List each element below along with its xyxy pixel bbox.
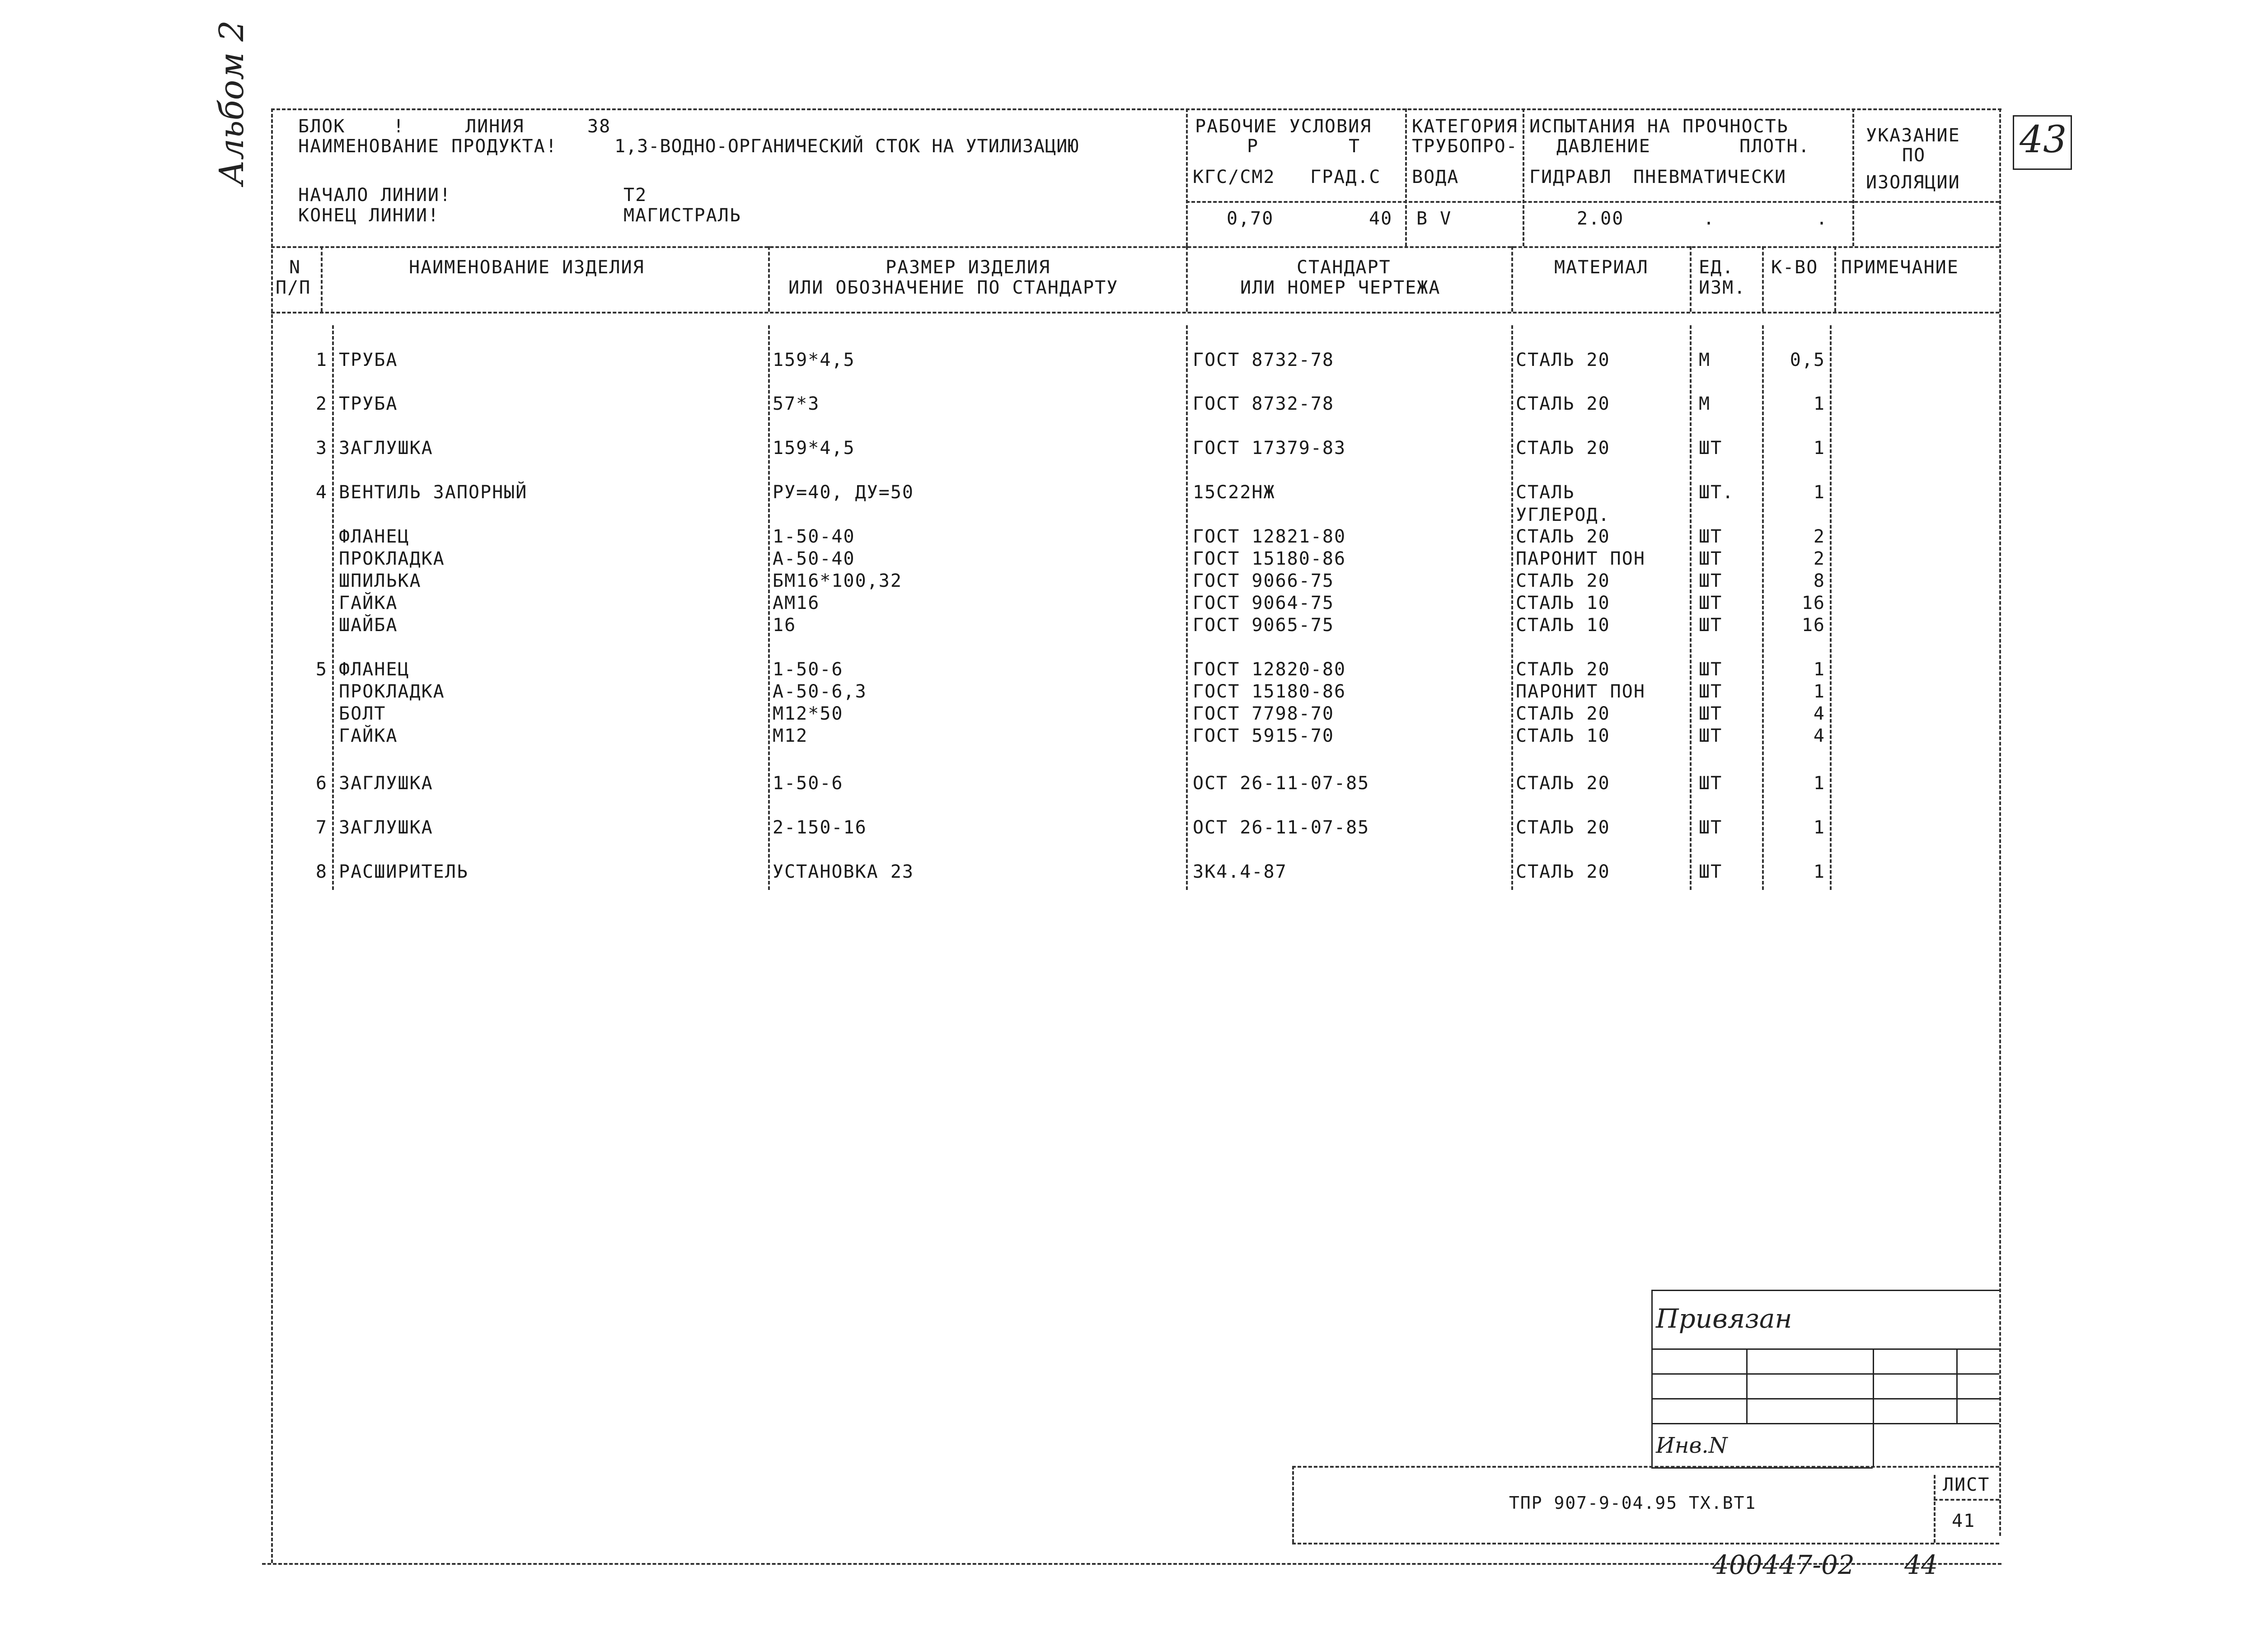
inventory-label: Инв.N [1656, 1433, 1728, 1458]
row-name: ПРОКЛАДКА [339, 681, 445, 702]
row-size: М12 [773, 725, 808, 746]
col-name-header: НАИМЕНОВАНИЕ ИЗДЕЛИЯ [409, 257, 645, 278]
insulation-title-2: ПО [1902, 145, 1926, 166]
pressure-unit: КГС/СМ2 [1193, 167, 1275, 187]
row-standard: ГОСТ 12821-80 [1193, 526, 1346, 547]
archive-number: 400447-02 [1712, 1549, 1855, 1580]
row-standard: ГОСТ 9065-75 [1193, 615, 1334, 636]
line-label: ЛИНИЯ [465, 116, 525, 137]
row-unit: ШТ [1699, 659, 1723, 680]
attached-row-line [1651, 1423, 1999, 1424]
row-standard: ГОСТ 8732-78 [1193, 393, 1334, 414]
body-divider-name [768, 325, 770, 890]
row-standard: ГОСТ 12820-80 [1193, 659, 1346, 680]
temperature-label: Т [1349, 136, 1361, 157]
row-material: СТАЛЬ 20 [1516, 526, 1610, 547]
row-material: СТАЛЬ [1516, 482, 1575, 503]
row-quantity: 1 [1813, 393, 1825, 414]
colhead-separator [271, 312, 1999, 314]
attached-top-line [1651, 1290, 1999, 1291]
row-size: А-50-40 [773, 548, 855, 569]
col-material-header: МАТЕРИАЛ [1554, 257, 1649, 278]
row-name: ГАЙКА [339, 593, 398, 613]
row-quantity: 4 [1813, 703, 1825, 724]
row-size: 1-50-40 [773, 526, 855, 547]
row-name: РАСШИРИТЕЛЬ [339, 861, 469, 882]
document-code: ТПР 907-9-04.95 ТХ.ВТ1 [1509, 1493, 1757, 1513]
line-end-value: МАГИСТРАЛЬ [623, 205, 741, 226]
pneumatic-value: . [1703, 208, 1715, 229]
body-divider-qty [1830, 325, 1832, 890]
line-end-label: КОНЕЦ ЛИНИИ! [298, 205, 440, 226]
row-size: А-50-6,3 [773, 681, 867, 702]
row-material: СТАЛЬ 20 [1516, 350, 1610, 370]
row-unit: ШТ [1699, 571, 1723, 591]
col-divider-mat [1690, 246, 1692, 312]
row-unit: М [1699, 393, 1711, 414]
attached-col-line [1956, 1348, 1958, 1423]
row-unit: ШТ [1699, 593, 1723, 613]
row-size: РУ=40, ДУ=50 [773, 482, 914, 503]
attached-left-line [1651, 1290, 1653, 1468]
row-unit: М [1699, 350, 1711, 370]
row-size: АМ16 [773, 593, 820, 613]
row-quantity: 1 [1813, 659, 1825, 680]
row-name: ТРУБА [339, 393, 398, 414]
row-size: 2-150-16 [773, 817, 867, 838]
row-size: УСТАНОВКА 23 [773, 861, 914, 882]
header-divider-cat [1405, 108, 1407, 246]
col-divider-num [321, 246, 323, 312]
row-name: ШПИЛЬКА [339, 571, 422, 591]
test-pressure-label: ДАВЛЕНИЕ [1556, 136, 1651, 157]
row-material: СТАЛЬ 20 [1516, 659, 1610, 680]
row-name: ЗАГЛУШКА [339, 438, 433, 459]
category-title: КАТЕГОРИЯ [1412, 116, 1518, 137]
row-name: ТРУБА [339, 350, 398, 370]
frame-top [271, 108, 2001, 110]
category-title-3: ВОДА [1412, 167, 1459, 187]
product-value: 1,3-ВОДНО-ОРГАНИЧЕСКИЙ СТОК НА УТИЛИЗАЦИЮ [614, 136, 1079, 157]
line-start-value: Т2 [623, 185, 647, 206]
sheet-label: ЛИСТ [1943, 1474, 1990, 1495]
row-name: ЗАГЛУШКА [339, 773, 433, 794]
row-standard: ГОСТ 9064-75 [1193, 593, 1334, 613]
col-divider-qty [1834, 246, 1836, 312]
body-divider-mat [1690, 325, 1692, 890]
col-note-header: ПРИМЕЧАНИЕ [1841, 257, 1959, 278]
row-name: БОЛТ [339, 703, 386, 724]
col-divider-unit [1762, 246, 1764, 312]
col-divider-name [768, 246, 770, 312]
col-divider-size [1186, 246, 1188, 312]
block-separator: ! [393, 116, 405, 137]
row-standard: 3К4.4-87 [1193, 861, 1287, 882]
pneumatic-label: ПНЕВМАТИЧЕСКИ [1633, 167, 1787, 187]
category-title-2: ТРУБОПРО- [1412, 136, 1518, 157]
col-num-header: N [289, 257, 301, 278]
row-name: ПРОКЛАДКА [339, 548, 445, 569]
row-name: ЗАГЛУШКА [339, 817, 433, 838]
row-material: ПАРОНИТ ПОН [1516, 681, 1645, 702]
row-quantity: 1 [1813, 861, 1825, 882]
row-name: ФЛАНЕЦ [339, 659, 410, 680]
row-unit: ШТ [1699, 703, 1723, 724]
hydraulic-value: 2.00 [1577, 208, 1624, 229]
row-quantity: 16 [1801, 593, 1825, 613]
col-unit-header: ЕД. [1699, 257, 1734, 278]
body-divider-unit [1762, 325, 1764, 890]
row-unit: ШТ [1699, 681, 1723, 702]
row-material: ПАРОНИТ ПОН [1516, 548, 1645, 569]
row-quantity: 1 [1813, 817, 1825, 838]
header-divider-work [1186, 108, 1188, 246]
insulation-title-3: ИЗОЛЯЦИИ [1866, 172, 1960, 193]
row-number: 6 [315, 773, 328, 794]
row-standard: ГОСТ 15180-86 [1193, 548, 1346, 569]
row-standard: ГОСТ 15180-86 [1193, 681, 1346, 702]
strength-test-title: ИСПЫТАНИЯ НА ПРОЧНОСТЬ [1529, 116, 1789, 137]
col-std-header-2: ИЛИ НОМЕР ЧЕРТЕЖА [1240, 277, 1441, 298]
page-number: 44 [1904, 1549, 1938, 1580]
row-name: ВЕНТИЛЬ ЗАПОРНЫЙ [339, 482, 528, 503]
block-label: БЛОК [298, 116, 346, 137]
row-standard: ГОСТ 17379-83 [1193, 438, 1346, 459]
col-qty-header: К-ВО [1771, 257, 1818, 278]
row-material: СТАЛЬ 20 [1516, 817, 1610, 838]
col-size-header: РАЗМЕР ИЗДЕЛИЯ [886, 257, 1051, 278]
row-size: 159*4,5 [773, 350, 855, 370]
row-quantity: 8 [1813, 571, 1825, 591]
row-unit: ШТ [1699, 725, 1723, 746]
header-divider-insul [1852, 108, 1854, 246]
row-name: ШАЙБА [339, 615, 398, 636]
attached-row-line [1651, 1348, 1999, 1350]
row-material: СТАЛЬ 20 [1516, 571, 1610, 591]
row-quantity: 4 [1813, 725, 1825, 746]
row-name: ФЛАНЕЦ [339, 526, 410, 547]
col-num-header-2: П/П [276, 277, 311, 298]
col-unit-header-2: ИЗМ. [1699, 277, 1746, 298]
body-divider-num [332, 325, 334, 890]
attached-col-line [1873, 1348, 1874, 1467]
header-separator [271, 246, 1999, 248]
product-label: НАИМЕНОВАНИЕ ПРОДУКТА! [298, 136, 558, 157]
row-size: М12*50 [773, 703, 844, 724]
row-size: 1-50-6 [773, 659, 844, 680]
attached-label: Привязан [1656, 1303, 1792, 1334]
row-unit: ШТ. [1699, 482, 1734, 503]
row-material: СТАЛЬ 10 [1516, 593, 1610, 613]
row-unit: ШТ [1699, 438, 1723, 459]
row-material: СТАЛЬ 10 [1516, 725, 1610, 746]
row-unit: ШТ [1699, 548, 1723, 569]
row-material: СТАЛЬ 10 [1516, 615, 1610, 636]
row-quantity: 1 [1813, 438, 1825, 459]
body-divider-size [1186, 325, 1188, 890]
row-material: СТАЛЬ 20 [1516, 393, 1610, 414]
row-quantity: 0,5 [1790, 350, 1825, 370]
row-standard: ГОСТ 7798-70 [1193, 703, 1334, 724]
row-number: 7 [315, 817, 328, 838]
row-quantity: 2 [1813, 526, 1825, 547]
header-sub-separator [1186, 201, 1999, 203]
frame-right [1999, 108, 2001, 1536]
temperature-unit: ГРАД.С [1310, 167, 1381, 187]
density-value: . [1816, 208, 1828, 229]
category-value: В V [1416, 208, 1452, 229]
row-name: ГАЙКА [339, 725, 398, 746]
temperature-value: 40 [1369, 208, 1393, 229]
row-size: 57*3 [773, 393, 820, 414]
pressure-value: 0,70 [1227, 208, 1274, 229]
row-standard: ГОСТ 5915-70 [1193, 725, 1334, 746]
title-block-bottom [1292, 1543, 1999, 1544]
row-number: 8 [315, 861, 328, 882]
work-conditions-title: РАБОЧИЕ УСЛОВИЯ [1195, 116, 1372, 137]
row-size: 16 [773, 615, 797, 636]
body-divider-std [1511, 325, 1513, 890]
attached-row-line [1651, 1398, 1999, 1399]
col-divider-std [1511, 246, 1513, 312]
row-unit: ШТ [1699, 773, 1723, 794]
row-standard: ГОСТ 9066-75 [1193, 571, 1334, 591]
row-standard: 15С22НЖ [1193, 482, 1275, 503]
hydraulic-label: ГИДРАВЛ [1529, 167, 1612, 187]
row-size: 1-50-6 [773, 773, 844, 794]
col-size-header-2: ИЛИ ОБОЗНАЧЕНИЕ ПО СТАНДАРТУ [788, 277, 1119, 298]
row-size: 159*4,5 [773, 438, 855, 459]
insulation-title: УКАЗАНИЕ [1866, 125, 1960, 146]
row-quantity: 1 [1813, 482, 1825, 503]
sheet-box-divider [1934, 1499, 1999, 1501]
pressure-label: Р [1247, 136, 1259, 157]
row-quantity: 16 [1801, 615, 1825, 636]
row-material: СТАЛЬ 20 [1516, 438, 1610, 459]
col-std-header: СТАНДАРТ [1297, 257, 1391, 278]
title-block-left [1292, 1466, 1294, 1543]
row-unit: ШТ [1699, 861, 1723, 882]
row-standard: ОСТ 26-11-07-85 [1193, 773, 1370, 794]
row-material: СТАЛЬ 20 [1516, 773, 1610, 794]
row-material: СТАЛЬ 20 [1516, 861, 1610, 882]
row-number: 1 [315, 350, 328, 370]
row-material: СТАЛЬ 20 [1516, 703, 1610, 724]
title-block-sheet-divider [1934, 1475, 1936, 1543]
title-block-top [1292, 1466, 1999, 1468]
line-value: 38 [587, 116, 611, 137]
row-number: 2 [315, 393, 328, 414]
page-stamp-number: 43 [2020, 118, 2067, 161]
row-quantity: 1 [1813, 773, 1825, 794]
header-divider-test [1523, 108, 1524, 246]
row-size: БМ16*100,32 [773, 571, 902, 591]
row-quantity: 2 [1813, 548, 1825, 569]
frame-left [271, 108, 273, 1563]
row-quantity: 1 [1813, 681, 1825, 702]
album-note: Альбом 2 [212, 20, 251, 185]
row-material: УГЛЕРОД. [1516, 505, 1610, 525]
sheet-number: 41 [1952, 1511, 1976, 1531]
row-unit: ШТ [1699, 615, 1723, 636]
row-unit: ШТ [1699, 817, 1723, 838]
row-number: 5 [315, 659, 328, 680]
row-number: 4 [315, 482, 328, 503]
row-standard: ГОСТ 8732-78 [1193, 350, 1334, 370]
row-unit: ШТ [1699, 526, 1723, 547]
row-standard: ОСТ 26-11-07-85 [1193, 817, 1370, 838]
attached-row-line [1651, 1373, 1999, 1375]
row-number: 3 [315, 438, 328, 459]
attached-col-line [1746, 1348, 1748, 1423]
density-label: ПЛОТН. [1739, 136, 1810, 157]
line-start-label: НАЧАЛО ЛИНИИ! [298, 185, 452, 206]
